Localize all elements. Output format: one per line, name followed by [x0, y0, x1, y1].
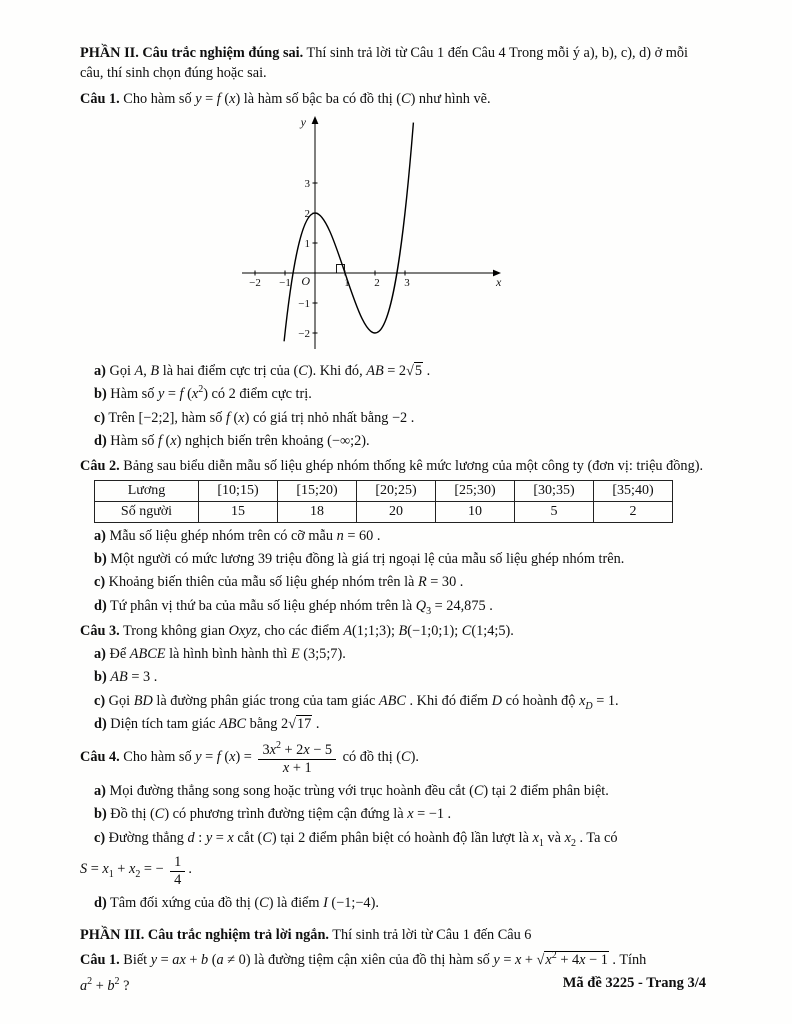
y-tick-label: −2 [298, 327, 310, 340]
x-tick-label: 2 [374, 276, 380, 289]
fraction [258, 742, 336, 777]
part2-heading [80, 43, 710, 84]
part3-q1-label: Câu 1. [80, 952, 120, 969]
q3-stem-text: Trong không gian Oxyz, cho các điểm A(1;1;3); B(−1;0;1); C(1;4;5). [119, 622, 514, 639]
x-tick-label: −1 [279, 276, 291, 289]
q2-items [80, 526, 710, 616]
part3-q1-stem [80, 950, 710, 970]
frequency-table [94, 480, 673, 523]
q4-item-b: b) Đồ thị (C) có phương trình đường tiệm cận đứng là x = −1 . [94, 806, 452, 823]
part3-heading [80, 925, 710, 945]
fraction-numerator: 1 [170, 854, 185, 872]
q3-label: Câu 3. [80, 622, 120, 639]
x-axis-label: x [496, 274, 502, 289]
q2-stem [80, 456, 710, 476]
q2-item-b: b) Một người có mức lương 39 triệu đồng là giá trị ngoại lệ của mẫu số liệu ghép nhóm trên. [94, 550, 625, 567]
y-tick-label: 2 [304, 207, 310, 220]
part3-q1-text: Biết y = ax + b (a ≠ 0) là đường tiệm cận xiên của đồ thị hàm số $y = x + √x^2 + 4x - 1$ . Tính [119, 950, 647, 969]
q3-item-b: b) AB = 3 . [94, 669, 158, 686]
table-cell: 15 [199, 501, 278, 522]
table-row-salary [95, 480, 673, 501]
q4-item-c: c) Đường thẳng d : y = x cắt (C) tại 2 điểm phân biệt có hoành độ lần lượt là $x_1$ và $x_2$ . Ta có [94, 829, 618, 849]
q1-stem-text: Cho hàm số y = f (x) là hàm số bậc ba có đồ thị (C) như hình vẽ. [119, 90, 491, 107]
q2-stem-text: Bảng sau biểu diễn mẫu số liệu ghép nhóm thống kê mức lương của một công ty (đơn vị: triệu đồng). [119, 458, 704, 475]
table-cell: [35;40) [594, 480, 673, 501]
q1-label: Câu 1. [80, 90, 120, 107]
fraction-denominator: x + 1 [282, 760, 312, 777]
part2-heading-bold: PHẦN II. Câu trắc nghiệm đúng sai. [80, 45, 304, 61]
q3-stem [80, 621, 710, 641]
q1-item-a: a) Gọi A, B là hai điểm cực trị của (C). Khi đó, AB = 2√5 . [94, 363, 431, 380]
part3-q1-line2: $a^2 + b^2$ ? [80, 975, 130, 994]
part3-heading-rest: Thí sinh trả lời từ Câu 1 đến Câu 6 [328, 926, 532, 943]
q4-item-d: d) Tâm đối xứng của đồ thị (C) là điểm I (−1;−4). [94, 894, 379, 911]
s-pre: $S = x_1 + x_2$ = − [80, 861, 168, 880]
q1-items [80, 361, 710, 451]
q4-label: Câu 4. [80, 749, 120, 766]
fraction-denominator: 4 [174, 871, 182, 888]
q4-stem-pre: Cho hàm số y = f (x) = [119, 749, 256, 766]
part2-heading-rest: Thí sinh trả lời từ Câu 1 đến Câu 4 Trong mỗi ý a), b), c), d) ở mỗi câu, thí sinh chọn đúng hoặc sai. [80, 45, 688, 82]
q3-item-a: a) Để ABCE là hình bình hành thì E (3;5;7). [94, 646, 346, 663]
s-post: . [188, 861, 192, 878]
y-tick-label: 3 [304, 177, 310, 190]
origin-label: O [301, 273, 310, 288]
page-footer: Mã đề 3225 - Trang 3/4 [562, 975, 706, 992]
fraction-numerator: $3x^2 + 2x - 5$ [258, 742, 336, 760]
q3-items [80, 644, 710, 734]
fraction [170, 854, 185, 889]
table-row-count [95, 501, 673, 522]
q2-item-a: a) Mẫu số liệu ghép nhóm trên có cỡ mẫu n = 60 . [94, 527, 381, 544]
table-cell: Số người [95, 501, 199, 522]
y-tick-label: 1 [304, 237, 310, 250]
q3-item-c: c) Gọi BD là đường phân giác trong của tam giác ABC . Khi đó điểm D có hoành độ $x_D = 1$. [94, 692, 619, 712]
cubic-graph-svg [230, 113, 510, 351]
x-tick-label: 3 [404, 276, 410, 289]
table-cell: [15;20) [278, 480, 357, 501]
q4-item-a: a) Mọi đường thẳng song song hoặc trùng với trục hoành đều cắt (C) tại 2 điểm phân biệt. [94, 783, 609, 800]
table-cell: [20;25) [357, 480, 436, 501]
q1-item-c: c) Trên [−2;2], hàm số f (x) có giá trị nhỏ nhất bằng −2 . [94, 409, 415, 426]
table-cell: [30;35) [515, 480, 594, 501]
x-tick-label: 1 [344, 276, 350, 289]
y-tick-label: −1 [298, 297, 310, 310]
q4-item-d-wrap [80, 893, 710, 913]
q2-label: Câu 2. [80, 458, 120, 475]
table-cell: Lương [95, 480, 199, 501]
q4-stem-post: có đồ thị (C). [339, 749, 419, 766]
q2-item-d: d) Tứ phân vị thứ ba của mẫu số liệu ghép nhóm trên là $Q_3 = 24,875$ . [94, 597, 493, 617]
y-axis-label: y [300, 114, 306, 129]
q4-sum-equation [80, 854, 710, 889]
table-cell: 10 [436, 501, 515, 522]
y-axis-arrow [312, 116, 319, 124]
q1-item-d: d) Hàm số f (x) nghịch biến trên khoảng (−∞;2). [94, 433, 370, 450]
table-cell: 5 [515, 501, 594, 522]
q3-item-d: d) Diện tích tam giác ABC bằng 2√17 . [94, 716, 320, 733]
part3-heading-bold: PHẦN III. Câu trắc nghiệm trả lời ngắn. [80, 926, 329, 943]
function-graph [230, 113, 710, 357]
table-cell: 20 [357, 501, 436, 522]
table-cell: 18 [278, 501, 357, 522]
table-cell: [10;15) [199, 480, 278, 501]
q1-stem [80, 89, 710, 109]
table-cell: 2 [594, 501, 673, 522]
q1-item-b: b) Hàm số y = f $(x^2)$ có 2 điểm cực trị. [94, 384, 312, 403]
x-tick-label: −2 [249, 276, 261, 289]
q2-item-c: c) Khoảng biến thiên của mẫu số liệu ghép nhóm trên là R = 30 . [94, 574, 464, 591]
q4-stem [80, 742, 710, 777]
table-cell: [25;30) [436, 480, 515, 501]
q4-items [80, 781, 710, 848]
